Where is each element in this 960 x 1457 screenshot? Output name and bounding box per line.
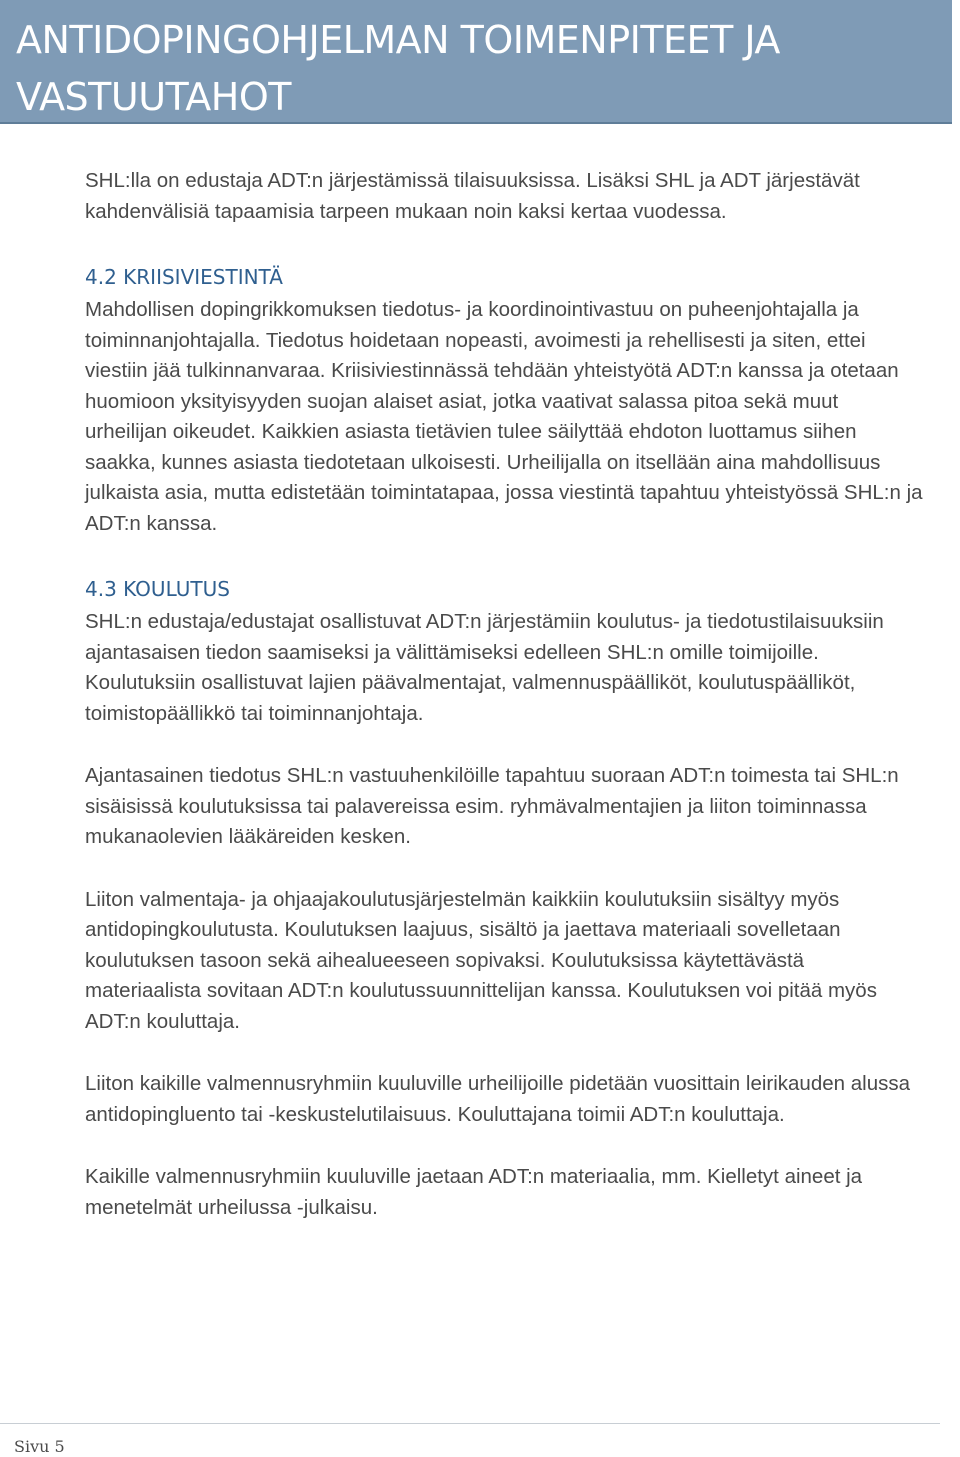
page-title: ANTIDOPINGOHJELMAN TOIMENPITEET JA VASTUUTAHOT [16,18,780,119]
training-paragraph: Liiton kaikille valmennusryhmiin kuuluville urheilijoille pidetään vuosittain leirikauden alussa antidopingluento tai -keskustelutilaisuus. Kouluttajana toimii ADT:n kouluttaja. [85,1072,910,1126]
training-paragraph: Ajantasainen tiedotus SHL:n vastuuhenkilöille tapahtuu suoraan ADT:n toimesta tai SHL:n sisäisissä koulutuksissa tai palavereissa esim. ryhmävalmentajien ja liiton toiminnassa mukanaolevien lääkäreiden kesken. [85,764,899,848]
section-heading-training: 4.3 KOULUTUS [85,577,230,601]
page-number: Sivu 5 [14,1437,65,1456]
training-paragraph: Liiton valmentaja- ja ohjaajakoulutusjärjestelmän kaikkiin koulutuksiin sisältyy myös antidopingkoulutusta. Koulutuksen laajuus, sisältö ja jaettava materiaali sovelletaan koulutuksen tasoon sekä aihealueeseen sopivaksi. Koulutuksissa käytettävästä materiaalista sovitaan ADT:n koulutussuunnittelijan kanssa. Koulutuksen voi pitää myös ADT:n kouluttaja. [85,887,877,1033]
footer-divider [0,1423,940,1424]
intro-paragraph: SHL:lla on edustaja ADT:n järjestämissä tilaisuuksissa. Lisäksi SHL ja ADT järjestävät kahdenvälisiä tapaamisia tarpeen mukaan noin kaksi kertaa vuodessa. [85,169,860,223]
crisis-communication-paragraph: Mahdollisen dopingrikkomuksen tiedotus- ja koordinointivastuu on puheenjohtajalla ja toiminnanjohtajalla. Tiedotus hoidetaan nopeasti, avoimesti ja rehellisesti ja siten, ettei viestiin jää tulkinnanvaraa. Kriisiviestinnässä tehdään yhteistyötä ADT:n kanssa ja otetaan huomioon yksityisyyden suojan alaiset asiat, jotka vaativat salassa pitoa sekä muut urheilijan oikeudet. Kaikkien asiasta tietävien tulee säilyttää ehdoton luottamus siihen saakka, kunnes asiasta tiedotetaan ulkoisesti. Urheilijalla on itsellään aina mahdollisuus julkaista asia, mutta edistetään toimintatapaa, jossa viestintä tapahtuu yhteistyössä SHL:n ja ADT:n kanssa. [85,298,923,535]
training-paragraph: Kaikille valmennusryhmiin kuuluville jaetaan ADT:n materiaalia, mm. Kielletyt aineet ja menetelmät urheilussa -julkaisu. [85,1165,863,1219]
document-body [85,166,925,1223]
training-paragraph: SHL:n edustaja/edustajat osallistuvat ADT:n järjestämiin koulutus- ja tiedotustilaisuuksiin ajantasaisen tiedon saamiseksi ja välittämiseksi edelleen SHL:n omille toimijoille. Koulutuksiin osallistuvat lajien päävalmentajat, valmennuspäälliköt, koulutuspäälliköt, toimistopäällikkö tai toiminnanjohtaja. [85,610,884,725]
title-banner [0,0,952,124]
section-heading-crisis-communication: 4.2 KRIISIVIESTINTÄ [85,265,283,289]
